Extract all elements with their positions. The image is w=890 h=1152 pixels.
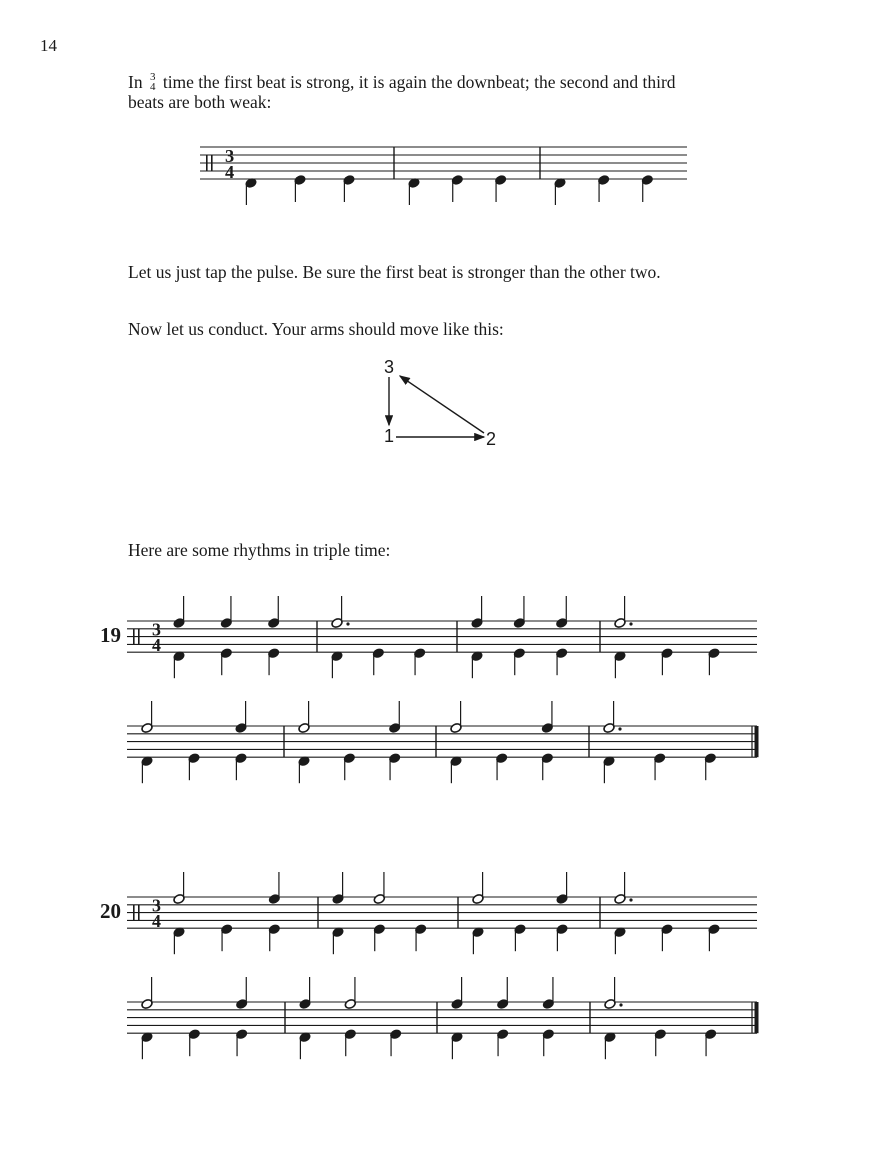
conduct-instruction: Now let us conduct. Your arms should move like this:	[128, 319, 504, 339]
time-signature-denominator: 4	[152, 911, 161, 932]
percussion-clef	[133, 629, 135, 645]
final-barline-thick	[755, 1002, 759, 1033]
augmentation-dot	[629, 898, 632, 901]
beat-3-label: 3	[384, 357, 395, 377]
example-number-20: 20	[100, 899, 121, 923]
time-signature-denominator: 4	[225, 162, 235, 182]
final-barline-thick	[755, 726, 759, 757]
percussion-clef	[211, 155, 213, 171]
percussion-clef	[138, 629, 140, 645]
beat-1-label: 1	[384, 426, 395, 446]
augmentation-dot	[619, 1003, 622, 1006]
time-signature-numerator: 3	[152, 895, 161, 916]
time-signature-denominator: 4	[152, 635, 161, 656]
intro-paragraph-line2: beats are both weak:	[128, 92, 272, 112]
augmentation-dot	[346, 622, 349, 625]
augmentation-dot	[618, 727, 621, 730]
time-signature-numerator: 3	[152, 619, 161, 640]
example-number-19: 19	[100, 623, 121, 647]
percussion-clef	[133, 905, 135, 921]
time-sig-numerator: 3	[149, 70, 156, 83]
beat-2-label: 2	[486, 429, 497, 449]
tap-instruction: Let us just tap the pulse. Be sure the first beat is stronger than the other two.	[128, 262, 661, 282]
intro-line1-text: time the first beat is strong, it is again the downbeat; the second and third	[162, 72, 676, 92]
augmentation-dot	[629, 622, 632, 625]
time-sig-denominator: 4	[149, 80, 156, 93]
rhythms-intro: Here are some rhythms in triple time:	[128, 540, 391, 560]
page-number: 14	[40, 36, 57, 55]
percussion-clef	[206, 155, 208, 171]
time-signature-numerator: 3	[225, 146, 235, 166]
intro-prefix: In	[128, 72, 143, 92]
percussion-clef	[138, 905, 140, 921]
